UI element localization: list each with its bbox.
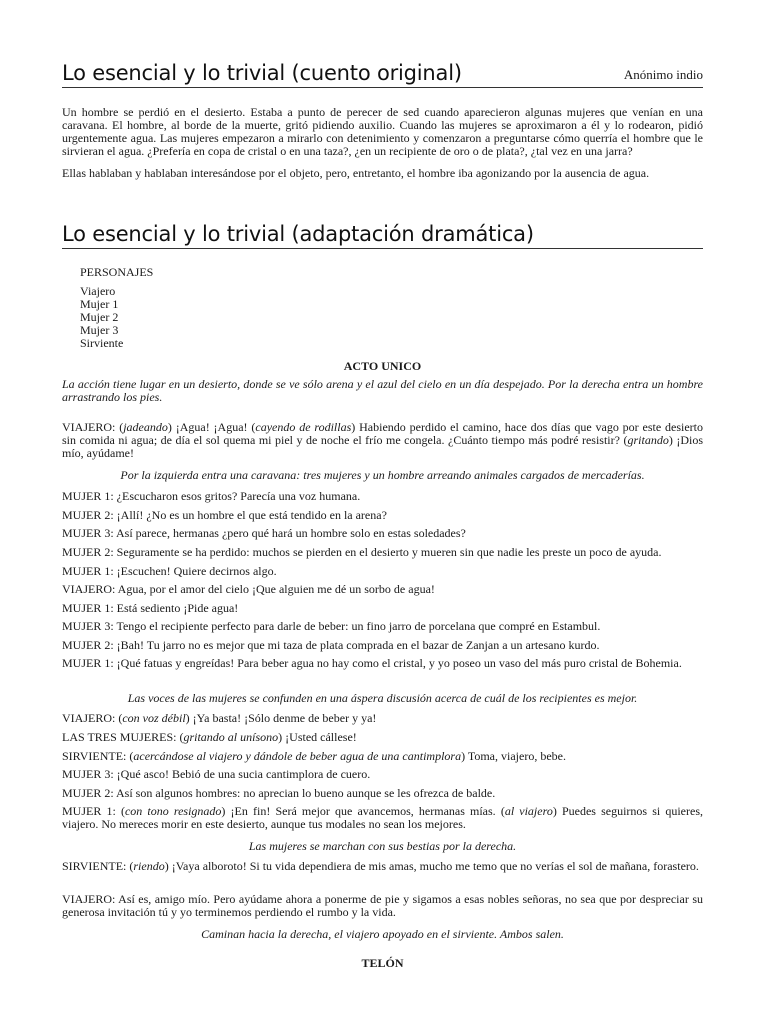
dialogue-line: VIAJERO: (con voz débil) ¡Ya basta! ¡Sólo denme de beber y ya! xyxy=(62,711,377,725)
speaker: SIRVIENTE: xyxy=(62,749,127,763)
dialogue-line: MUJER 3: ¡Qué asco! Bebió de una sucia cantimplora de cuero. xyxy=(62,767,371,781)
cast-heading: PERSONAJES xyxy=(80,265,154,279)
dialogue-line: LAS TRES MUJERES: (gritando al unísono) ¡Usted cállese! xyxy=(62,730,357,744)
stage-direction: Por la izquierda entra una caravana: tres mujeres y un hombre arreando animales cargados de mercaderías. xyxy=(120,468,645,482)
story-title: Lo esencial y lo trivial (cuento original) xyxy=(62,61,462,85)
aside: al viajero xyxy=(504,804,553,818)
play-heading-row xyxy=(62,221,703,249)
stage-direction: Caminan hacia la derecha, el viajero apoyado en el sirviente. Ambos salen. xyxy=(201,927,564,941)
stage-direction: Las mujeres se marchan con sus bestias por la derecha. xyxy=(248,839,517,853)
story-author: Anónimo indio xyxy=(623,67,703,82)
dialogue-line: MUJER 2: Así son algunos hombres: no aprecian lo bueno aunque se les ofrezca de balde. xyxy=(62,786,496,800)
story-paragraph-2: Ellas hablaban y hablaban interesándose por el objeto, pero, entretanto, el hombre iba agonizando por la ausencia de agua. xyxy=(62,166,650,180)
curtain-text: TELÓN xyxy=(361,956,404,970)
dialogue-line: SIRVIENTE: (acercándose al viajero y dándole de beber agua de una cantimplora) Toma, viajero, bebe. xyxy=(62,749,566,763)
dialogue-line: MUJER 1: ¡Qué fatuas y engreídas! Para beber agua no hay como el cristal, y yo poseo un vaso del más puro cristal de Bohemia. xyxy=(62,656,682,670)
dialogue-line: VIAJERO: (jadeando) ¡Agua! ¡Agua! (cayendo de rodillas) Habiendo perdido el camino, hace dos días que vago por este desierto sin comida ni agua; de día el sol quema mi piel y de noche el frío me congela. ¿Cuánto tiempo más podré resistir? (gritando) ¡Dios mío, ayúdame! xyxy=(62,420,704,460)
stage-direction: Las voces de las mujeres se confunden en una áspera discusión acerca de cuál de los recipientes es mejor. xyxy=(127,691,638,705)
dialogue-line: MUJER 2: Seguramente se ha perdido: muchos se pierden en el desierto y mueren sin que nadie les preste un poco de ayuda. xyxy=(62,545,662,559)
cast-list xyxy=(62,266,721,350)
dialogue-line: MUJER 3: Así parece, hermanas ¿pero qué hará un hombre solo en estas soledades? xyxy=(62,526,466,540)
cast-item: Mujer 3 xyxy=(80,323,119,337)
dialogue-line: MUJER 1: ¡Escuchen! Quiere decirnos algo. xyxy=(62,564,277,578)
cast-item: Sirviente xyxy=(80,336,124,350)
speaker: VIAJERO: xyxy=(62,420,116,434)
cast-item: Mujer 2 xyxy=(80,310,119,324)
aside: jadeando xyxy=(123,420,168,434)
aside: riendo xyxy=(133,859,165,873)
cast-item: Viajero xyxy=(80,284,116,298)
speaker: MUJER 1: xyxy=(62,804,116,818)
dialogue-line: SIRVIENTE: (riendo) ¡Vaya alboroto! Si tu vida dependiera de mis amas, mucho me temo que no verías el sol de mañana, forastero. xyxy=(62,859,699,873)
dialogue-line: MUJER 3: Tengo el recipiente perfecto para darle de beber: un fino jarro de porcelana que compré en Estambul. xyxy=(62,619,601,633)
aside: acercándose al viajero y dándole de beber agua de una cantimplora xyxy=(133,749,462,763)
cast-item: Mujer 1 xyxy=(80,297,119,311)
dialogue-line: MUJER 1: Está sediento ¡Pide agua! xyxy=(62,601,239,615)
speaker: SIRVIENTE: xyxy=(62,859,127,873)
speaker: VIAJERO: xyxy=(62,711,116,725)
dialogue-line: MUJER 2: ¡Bah! Tu jarro no es mejor que mi taza de plata comprada en el bazar de Zanjan a un artesano kurdo. xyxy=(62,638,600,652)
aside: con tono resignado xyxy=(124,804,222,818)
play-title: Lo esencial y lo trivial (adaptación dramática) xyxy=(62,222,534,246)
aside: gritando xyxy=(627,433,669,447)
dialogue-line: MUJER 2: ¡Allí! ¿No es un hombre el que está tendido en la arena? xyxy=(62,508,387,522)
aside: gritando al unísono xyxy=(183,730,279,744)
dialogue-line: MUJER 1: ¿Escucharon esos gritos? Parecía una voz humana. xyxy=(62,489,361,503)
speaker: LAS TRES MUJERES: xyxy=(62,730,177,744)
act-heading: ACTO UNICO xyxy=(343,359,422,373)
dialogue-line: VIAJERO: Agua, por el amor del cielo ¡Que alguien me dé un sorbo de agua! xyxy=(62,582,435,596)
story-heading-row xyxy=(62,60,703,88)
dialogue-line: VIAJERO: Así es, amigo mío. Pero ayúdame ahora a ponerme de pie y sigamos a esas nobles señoras, no sea que por despreciar su generosa invitación tú y yo terminemos perdiendo el rumbo y la vida. xyxy=(62,892,703,919)
dialogue-line: MUJER 1: (con tono resignado) ¡En fin! Será mejor que avancemos, hermanas mías. (al viajero) Puedes seguirnos si quieres, viajero. No mereces morir en este desierto, aunque tus modales no sean los mejores. xyxy=(62,804,703,831)
aside: con voz débil xyxy=(122,711,186,725)
story-paragraph-1: Un hombre se perdió en el desierto. Estaba a punto de perecer de sed cuando aparecieron algunas mujeres que venían en una caravana. El hombre, al borde de la muerte, gritó pidiendo auxilio. Cuando las mujeres se aproximaron a él y lo rodearon, pidió urgentemente agua. Las mujeres empezaron a mirarlo con detenimiento y comenzaron a preguntarse cómo querría el hombre que le sirvieran el agua. ¿Prefería en copa de cristal o en una taza?, ¿en un recipiente de oro o de plata?, ¿tal vez en una jarra? xyxy=(62,105,703,158)
stage-direction-setting: La acción tiene lugar en un desierto, donde se ve sólo arena y el azul del cielo en un día despejado. Por la derecha entra un hombre arrastrando los pies. xyxy=(62,377,703,404)
aside: cayendo de rodillas xyxy=(255,420,352,434)
